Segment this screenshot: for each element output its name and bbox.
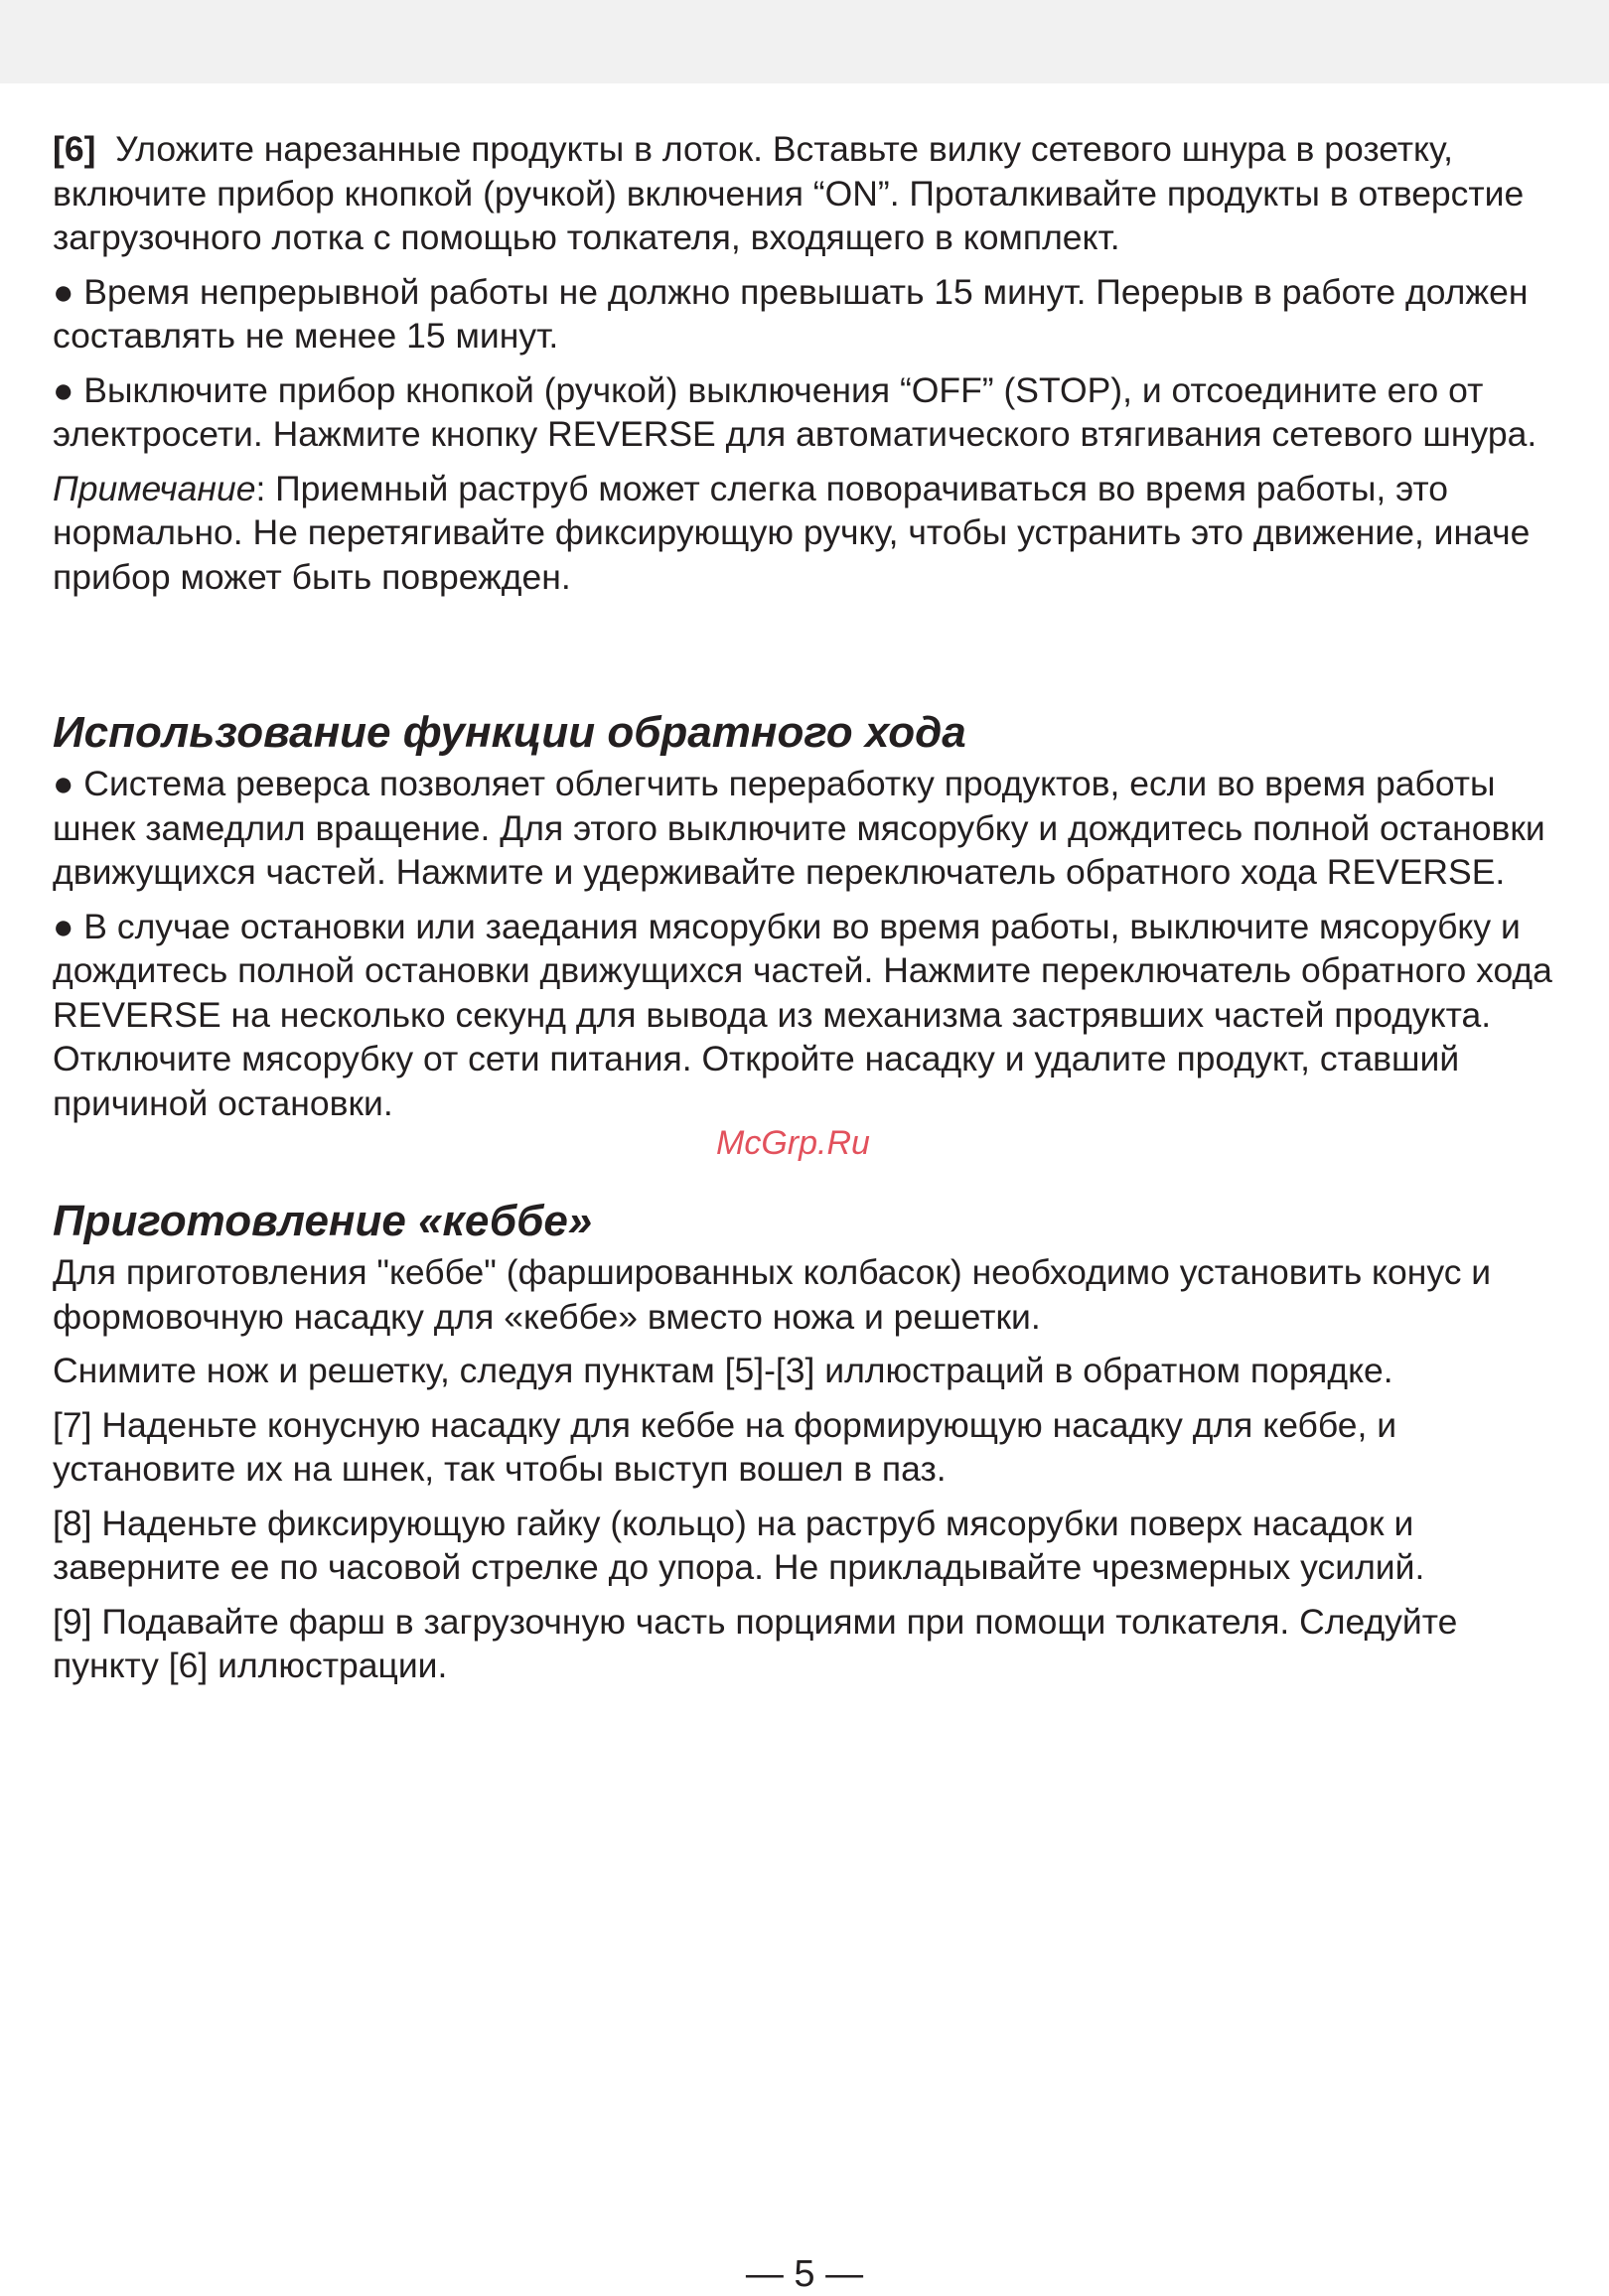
kebbe-remove-paragraph: Снимите нож и решетку, следуя пунктам [5]-[3] иллюстраций в обратном порядке. <box>53 1351 1393 1390</box>
page-number: — 5 — <box>745 2253 864 2295</box>
watermark: McGrp.Ru <box>716 1124 870 1162</box>
spacer <box>53 609 1572 706</box>
note-text: : Приемный раструб может слегка поворачиваться во время работы, это нормально. Не перетягивайте фиксирующую ручку, чтобы устранить это движение, иначе прибор может быть поврежден. <box>53 468 1531 597</box>
step-6-paragraph <box>53 127 1572 260</box>
top-band <box>0 0 1609 83</box>
reverse-section-heading: Использование функции обратного хода <box>53 708 966 757</box>
page-content <box>53 127 1572 1698</box>
switch-off-bullet: ● Выключите прибор кнопкой (ручкой) выключения “OFF” (STOP), и отсоедините его от электросети. Нажмите кнопку REVERSE для автоматического втягивания сетевого шнура. <box>53 369 1537 454</box>
kebbe-section-heading: Приготовление «кеббе» <box>53 1197 593 1245</box>
step-6-marker: [6] <box>53 129 96 169</box>
step-9-paragraph: [9] Подавайте фарш в загрузочную часть порциями при помощи толкателя. Следуйте пункту [6] иллюстрации. <box>53 1601 1458 1685</box>
step-8-paragraph: [8] Наденьте фиксирующую гайку (кольцо) на раструб мясорубки поверх насадок и заверните ее по часовой стрелке до упора. Не прикладывайте чрезмерных усилий. <box>53 1503 1425 1587</box>
kebbe-intro-paragraph: Для приготовления "кеббе" (фаршированных колбасок) необходимо установить конус и формовочную насадку для «кеббе» вместо ножа и решетки. <box>53 1252 1492 1337</box>
reverse-bullet-2: ● В случае остановки или заедания мясорубки во время работы, выключите мясорубку и дождитесь полной остановки движущихся частей. Нажмите переключатель обратного хода REVERSE на несколько секунд для вывода из механизма застрявших частей продукта. Отключите мясорубку от сети питания. Откройте насадку и удалите продукт, ставший причиной остановки. <box>53 906 1552 1123</box>
reverse-bullet-1: ● Система реверса позволяет облегчить переработку продуктов, если во время работы шнек замедлил вращение. Для этого выключите мясорубку и дождитесь полной остановки движущихся частей. Нажмите и удерживайте переключатель обратного хода REVERSE. <box>53 764 1545 892</box>
step-7-paragraph: [7] Наденьте конусную насадку для кеббе на формирующую насадку для кеббе, и установите их на шнек, так чтобы выступ вошел в паз. <box>53 1404 1397 1489</box>
note-paragraph <box>53 467 1572 600</box>
step-6-text: Уложите нарезанные продукты в лоток. Вставьте вилку сетевого шнура в розетку, включите прибор кнопкой (ручкой) включения “ON”. Проталкивайте продукты в отверстие загрузочного лотка с помощью толкателя, входящего в комплект. <box>53 129 1525 257</box>
note-label: Примечание <box>53 468 256 508</box>
continuous-work-bullet: ● Время непрерывной работы не должно превышать 15 минут. Перерыв в работе должен составлять не менее 15 минут. <box>53 271 1529 356</box>
